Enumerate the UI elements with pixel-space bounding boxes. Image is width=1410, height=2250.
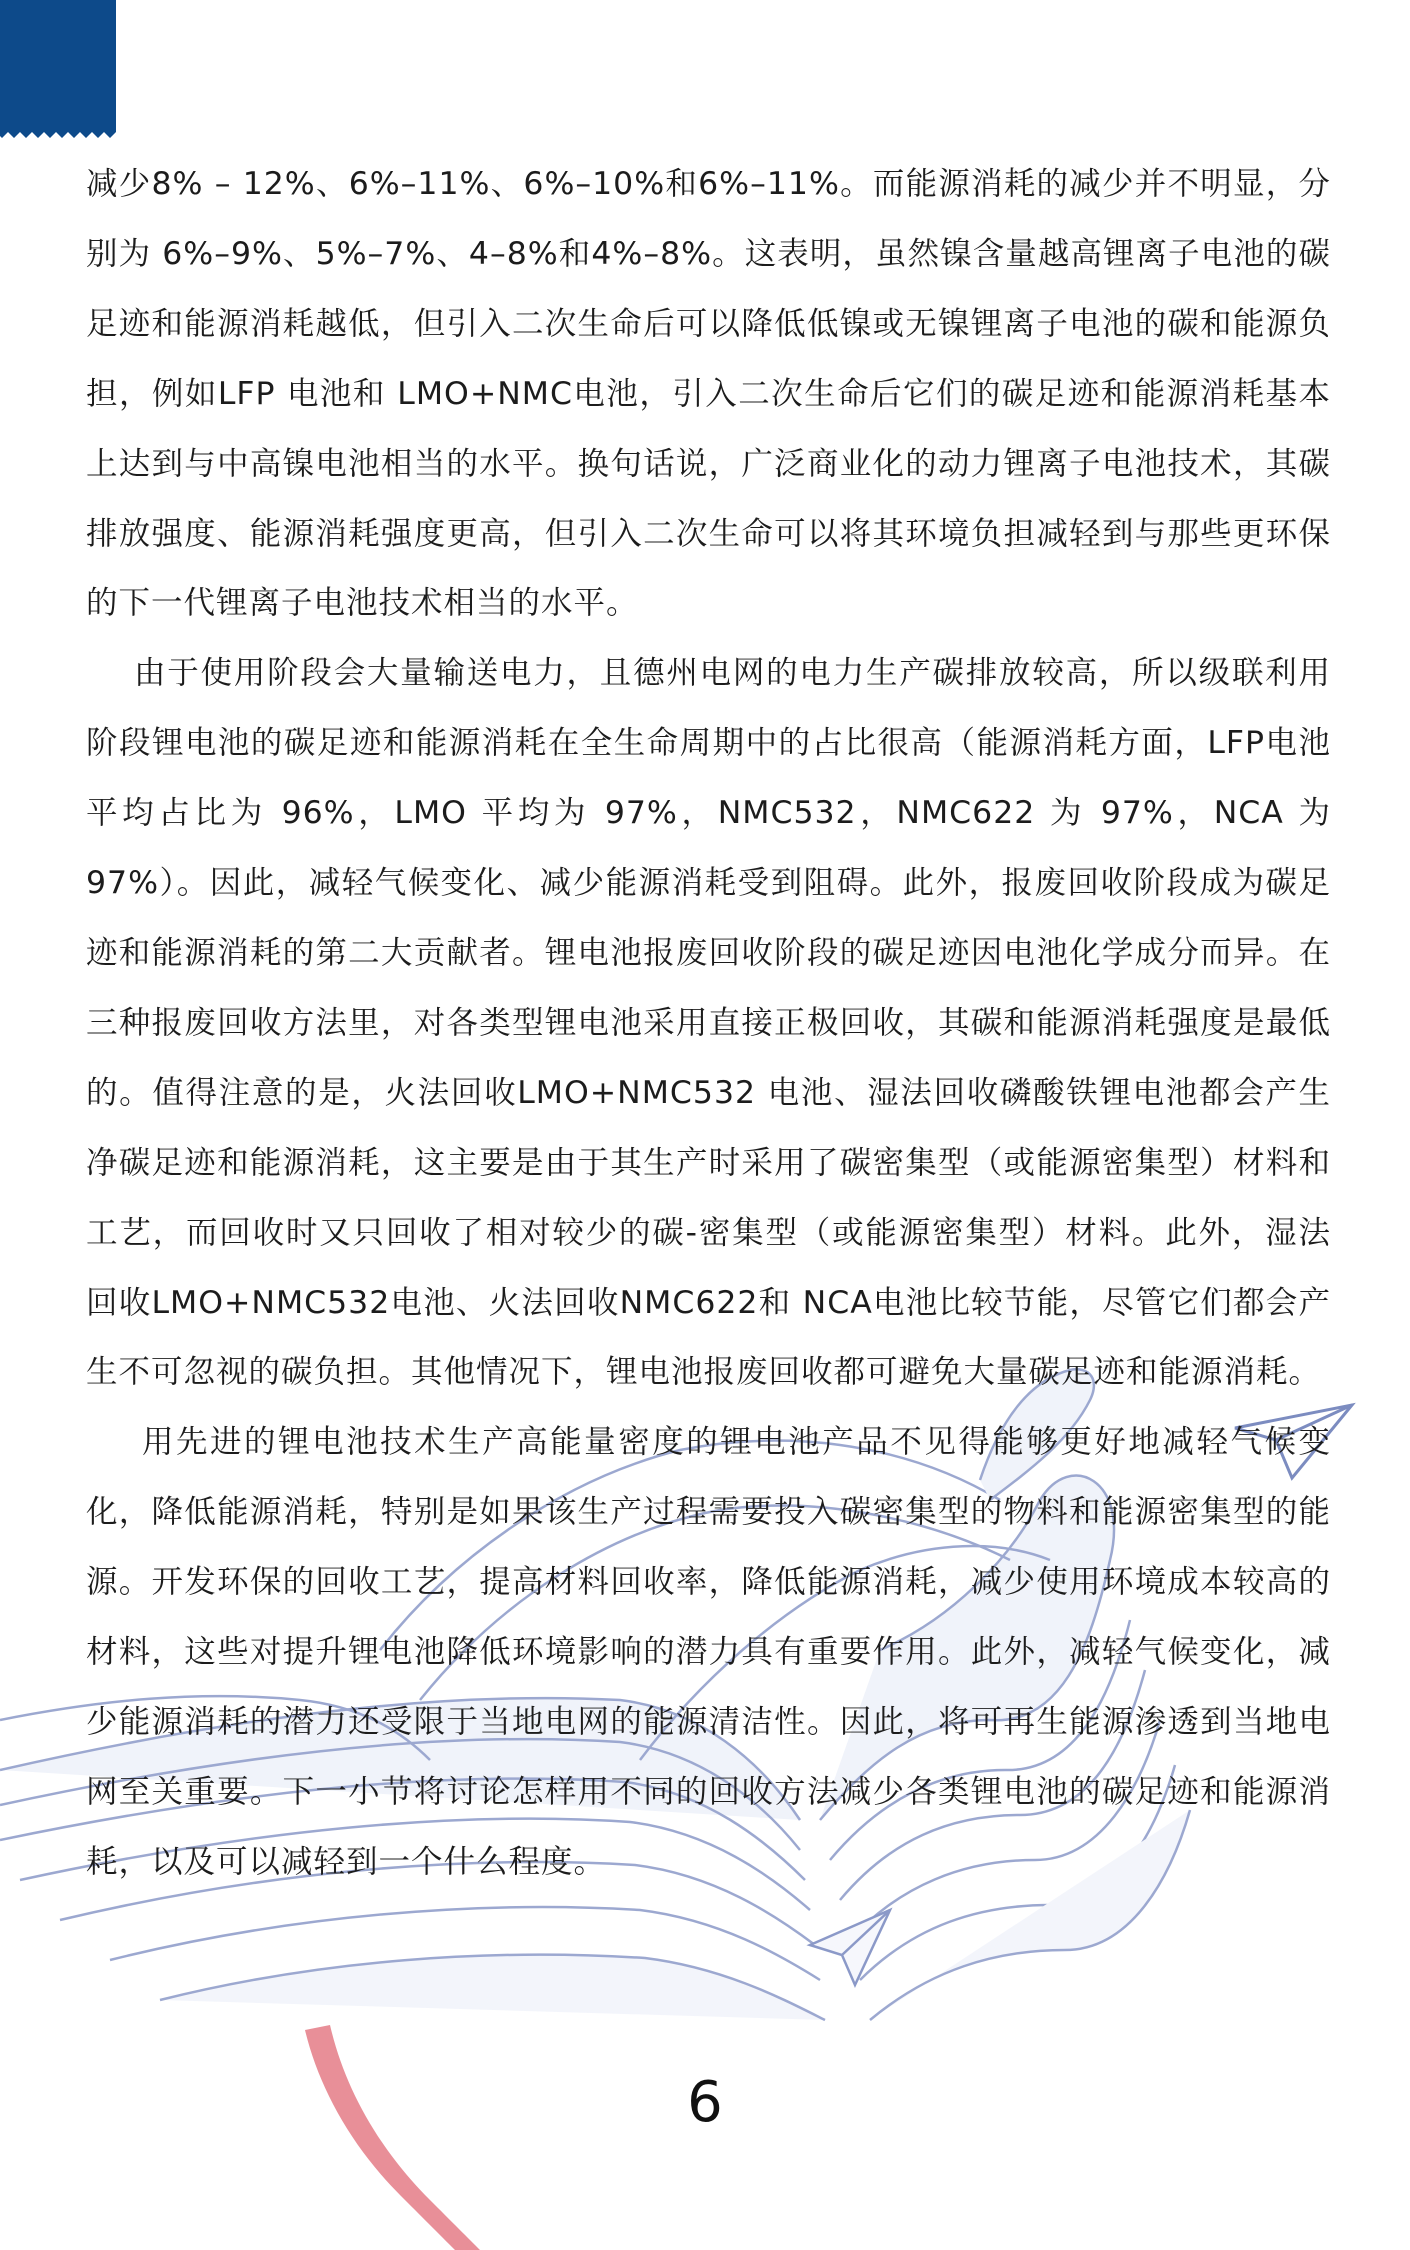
page-number: 6: [687, 2070, 723, 2135]
body-text: [86, 150, 1331, 1898]
paragraph-3: 用先进的锂电池技术生产高能量密度的锂电池产品不见得能够更好地减轻气候变化，降低能源消耗，特别是如果该生产过程需要投入碳密集型的物料和能源密集型的能源。开发环保的回收工艺，提高材料回收率，降低能源消耗，减少使用环境成本较高的材料，这些对提升锂电池降低环境影响的潜力具有重要作用。此外，减轻气候变化，减少能源消耗的潜力还受限于当地电网的能源清洁性。因此，将可再生能源渗透到当地电网至关重要。下一小节将讨论怎样用不同的回收方法减少各类锂电池的碳足迹和能源消耗，以及可以减轻到一个什么程度。: [86, 1424, 1331, 1880]
small-paper-plane-icon: [810, 1910, 890, 1985]
blue-corner-tab: [0, 0, 116, 138]
bookmark-ribbon: [305, 2025, 480, 2250]
paragraph-2: 由于使用阶段会大量输送电力，且德州电网的电力生产碳排放较高，所以级联利用阶段锂电池的碳足迹和能源消耗在全生命周期中的占比很高（能源消耗方面，LFP电池平均占比为 96%，LMO 平均为 97%，NMC532，NMC622 为 97%，NCA 为 97%）。因此，减轻气候变化、减少能源消耗受到阻碍。此外，报废回收阶段成为碳足迹和能源消耗的第二大贡献者。锂电池报废回收阶段的碳足迹因电池化学成分而异。在三种报废回收方法里，对各类型锂电池采用直接正极回收，其碳和能源消耗强度是最低的。值得注意的是，火法回收LMO+NMC532 电池、湿法回收磷酸铁锂电池都会产生净碳足迹和能源消耗，这主要是由于其生产时采用了碳密集型（或能源密集型）材料和工艺，而回收时又只回收了相对较少的碳-密集型（或能源密集型）材料。此外，湿法回收LMO+NMC532电池、火法回收NMC622和 NCA电池比较节能，尽管它们都会产生不可忽视的碳负担。其他情况下，锂电池报废回收都可避免大量碳足迹和能源消耗。: [86, 655, 1331, 1391]
paragraph-1: 减少8% – 12%、6%–11%、6%–10%和6%–11%。而能源消耗的减少并不明显，分别为 6%–9%、5%–7%、4–8%和4%–8%。这表明，虽然镍含量越高锂离子电池的碳足迹和能源消耗越低，但引入二次生命后可以降低低镍或无镍锂离子电池的碳和能源负担，例如LFP 电池和 LMO+NMC电池，引入二次生命后它们的碳足迹和能源消耗基本上达到与中高镍电池相当的水平。换句话说，广泛商业化的动力锂离子电池技术，其碳排放强度、能源消耗强度更高，但引入二次生命可以将其环境负担减轻到与那些更环保的下一代锂离子电池技术相当的水平。: [86, 166, 1331, 622]
